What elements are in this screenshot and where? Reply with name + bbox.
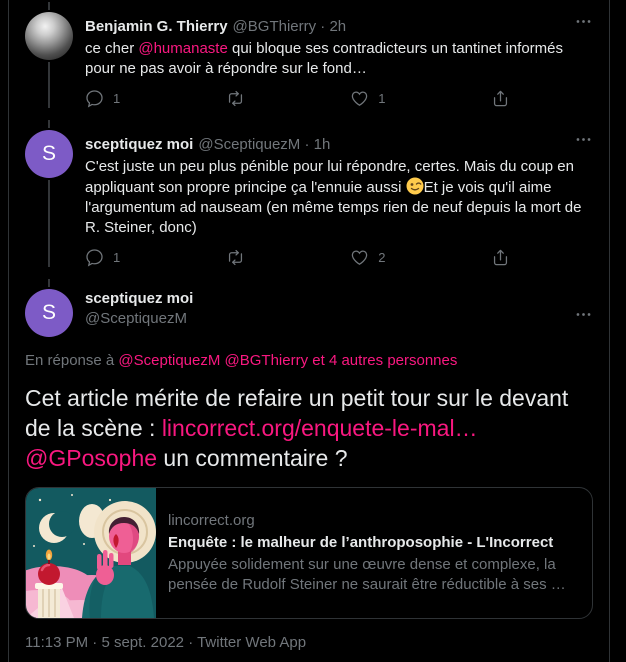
- card-text: [156, 488, 592, 618]
- source-label[interactable]: Twitter Web App: [197, 634, 307, 651]
- thread-gutter: [25, 279, 73, 337]
- text-segment: un commentaire ?: [157, 445, 348, 471]
- wink-emoji: [406, 177, 424, 195]
- date-label: 5 sept. 2022: [101, 634, 185, 651]
- reply-count: 1: [113, 250, 121, 265]
- mention-link[interactable]: @BGThierry: [224, 352, 309, 369]
- separator: ·: [188, 634, 194, 651]
- author-handle[interactable]: @SceptiquezM: [198, 136, 301, 153]
- like-count: 2: [378, 250, 386, 265]
- tweet-reply-1[interactable]: [9, 2, 609, 120]
- text-segment: pour ne pas avoir à répondre sur le fond…: [85, 60, 367, 77]
- reply-icon: [85, 89, 104, 108]
- author-handle[interactable]: @BGThierry: [232, 18, 317, 35]
- tweet-text: [25, 383, 593, 473]
- meta-separator: ·: [320, 18, 326, 35]
- tweet-text: [85, 39, 593, 79]
- meta-separator: ·: [304, 136, 310, 153]
- card-title: Enquête : le malheur de l’anthroposophie - L'Incorrect: [168, 534, 554, 551]
- retweet-icon: [226, 248, 245, 267]
- text-segment: C'est juste un peu plus pénible pour lui répondre, certes. Mais du coup en: [85, 158, 574, 175]
- thread-gutter: [25, 2, 73, 108]
- text-segment: l'argumentum ad nauseam (en même temps rien de neuf depuis la mort de: [85, 199, 582, 216]
- retweet-button[interactable]: [226, 89, 245, 108]
- text-segment: qui bloque ses contradicteurs un tantinet informés: [227, 40, 564, 57]
- heart-icon: [350, 248, 369, 267]
- link-card[interactable]: [25, 487, 593, 619]
- reply-button[interactable]: [85, 248, 120, 267]
- share-button[interactable]: [491, 89, 510, 108]
- reply-button[interactable]: [85, 89, 120, 108]
- author-handle[interactable]: @SceptiquezM: [85, 310, 187, 327]
- thread-line: [48, 120, 50, 128]
- card-image: [26, 488, 156, 618]
- reply-icon: [85, 248, 104, 267]
- tweet-reply-2[interactable]: [9, 120, 609, 279]
- tweet-meta: [233, 17, 347, 37]
- url-link[interactable]: lincorrect.org/enquete-le-mal…: [161, 415, 478, 441]
- share-button[interactable]: [491, 248, 510, 267]
- text-segment: R. Steiner, donc): [85, 219, 197, 236]
- text-segment: ce cher: [85, 40, 139, 57]
- tweet-time[interactable]: 1h: [313, 136, 331, 153]
- like-button[interactable]: [350, 89, 385, 108]
- separator: ·: [92, 634, 98, 651]
- more-icon[interactable]: [574, 130, 593, 149]
- mention-link[interactable]: @SceptiquezM: [118, 352, 221, 369]
- mention-link[interactable]: et 4 autres personnes: [308, 352, 458, 369]
- text-segment: appliquant son propre principe ça l'ennuie aussi: [85, 179, 406, 196]
- author-name[interactable]: Benjamin G. Thierry: [85, 18, 228, 35]
- tweet-focused[interactable]: [9, 279, 609, 662]
- thread-line: [48, 180, 50, 267]
- reply-count: 1: [113, 91, 121, 106]
- thread-line: [48, 2, 50, 10]
- tweet-text: [85, 157, 593, 238]
- avatar-photo[interactable]: [25, 12, 73, 60]
- tweet-time[interactable]: 2h: [329, 18, 347, 35]
- timestamp: [25, 633, 593, 653]
- like-count: 1: [378, 91, 386, 106]
- text-segment: En réponse à: [25, 352, 119, 369]
- timeline-column: [8, 0, 610, 662]
- card-domain: lincorrect.org: [168, 512, 255, 529]
- thread-gutter: [25, 120, 73, 267]
- share-icon: [491, 248, 510, 267]
- text-segment: Et je vois qu'il aime: [423, 179, 552, 196]
- thread-line: [48, 279, 50, 287]
- tweet-actions: [85, 248, 510, 267]
- mention-link[interactable]: @GPosophe: [25, 445, 158, 471]
- more-icon[interactable]: [574, 291, 593, 337]
- tweet-actions: [85, 89, 510, 108]
- thread-line: [48, 62, 50, 108]
- author-name[interactable]: sceptiquez moi: [85, 290, 194, 307]
- retweet-icon: [226, 89, 245, 108]
- retweet-button[interactable]: [226, 248, 245, 267]
- text-segment: Cet article mérite de refaire un petit tour sur le devant: [25, 385, 569, 411]
- share-icon: [491, 89, 510, 108]
- more-icon[interactable]: [574, 12, 593, 31]
- text-segment: de la scène :: [25, 415, 162, 441]
- like-button[interactable]: [350, 248, 385, 267]
- mention-link[interactable]: @humanaste: [138, 40, 228, 57]
- time-label: 11:13 PM: [25, 634, 89, 651]
- author-name[interactable]: sceptiquez moi: [85, 136, 194, 153]
- card-description: Appuyée solidement sur une œuvre dense et complexe, la pensée de Rudolf Steiner ne saurait être réductible à ses …: [168, 556, 566, 593]
- tweet-meta: [198, 135, 330, 155]
- reply-context: [25, 351, 593, 371]
- avatar-letter[interactable]: S: [25, 289, 73, 337]
- avatar-letter[interactable]: S: [25, 130, 73, 178]
- heart-icon: [350, 89, 369, 108]
